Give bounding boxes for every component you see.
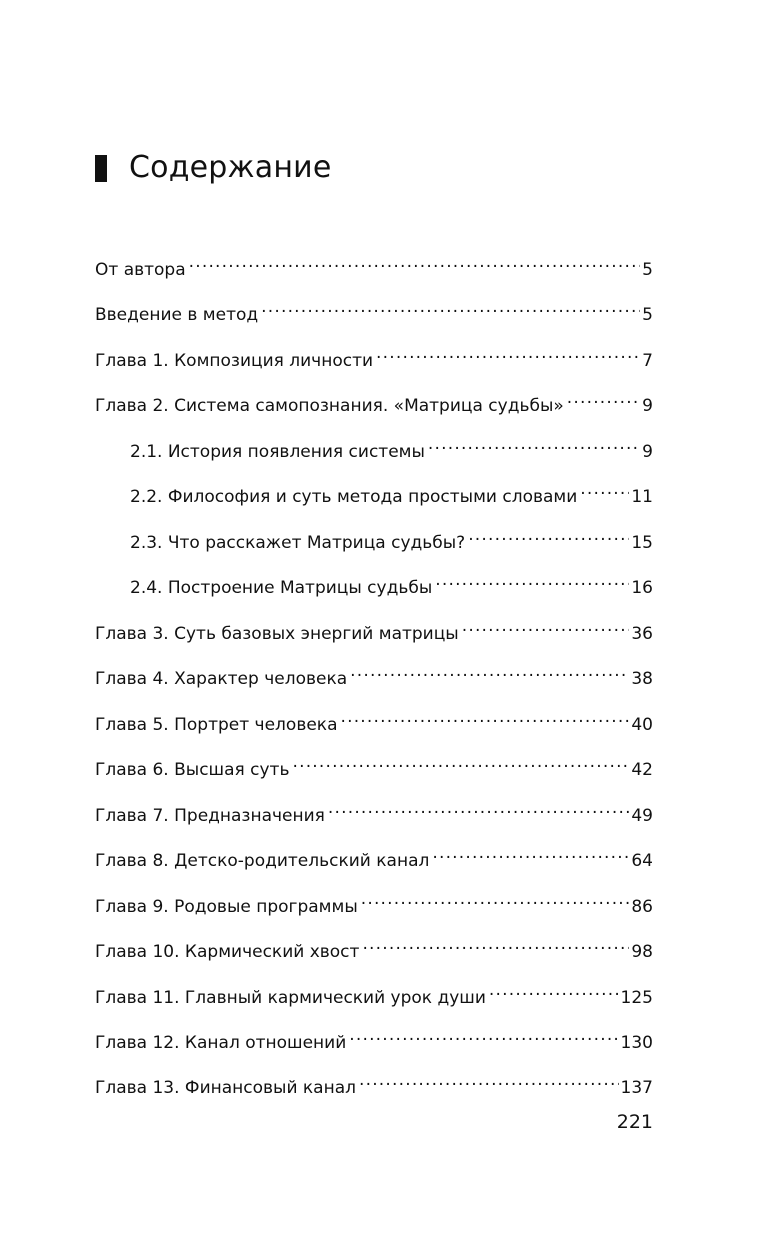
toc-leader-dots: [350, 658, 629, 684]
toc-subentry[interactable]: [130, 522, 653, 553]
toc-entry-page: 36: [631, 624, 653, 644]
heading-marker: [95, 155, 107, 182]
toc-entry[interactable]: [95, 294, 653, 325]
toc-leader-dots: [340, 704, 629, 730]
toc-entry-page: 9: [642, 396, 653, 416]
toc-leader-dots: [462, 613, 630, 639]
toc-entry-title: От автора: [95, 260, 186, 280]
toc-entry-page: 86: [631, 897, 653, 917]
toc-entry[interactable]: [95, 931, 653, 962]
toc-entry-page: 125: [620, 988, 653, 1008]
toc-leader-dots: [376, 340, 640, 366]
toc-entry-page: 137: [620, 1078, 653, 1098]
toc-entry[interactable]: [95, 840, 653, 871]
toc-entry-title: Глава 1. Композиция личности: [95, 351, 374, 371]
toc-entry[interactable]: [95, 749, 653, 780]
toc-leader-dots: [435, 567, 629, 593]
toc-subentry[interactable]: [130, 567, 653, 598]
toc-entry-title: Глава 12. Канал отношений: [95, 1033, 347, 1053]
toc-leader-dots: [489, 977, 619, 1003]
toc-leader-dots: [432, 840, 629, 866]
toc-subentry[interactable]: [130, 476, 653, 507]
toc-leader-dots: [359, 1067, 619, 1093]
toc-entry[interactable]: [95, 704, 653, 735]
toc-entry-title: Глава 6. Высшая суть: [95, 760, 290, 780]
toc-entry-page: 98: [631, 942, 653, 962]
toc-leader-dots: [428, 431, 640, 457]
toc-entry-title: 2.1. История появления системы: [130, 442, 425, 462]
page-number: 221: [616, 1111, 653, 1133]
toc-entry-title: Глава 13. Финансовый канал: [95, 1078, 356, 1098]
toc-entry[interactable]: [95, 658, 653, 689]
toc-entry[interactable]: [95, 886, 653, 917]
toc-entry-page: 38: [631, 669, 653, 689]
toc-entry[interactable]: [95, 385, 653, 416]
toc-leader-dots: [292, 749, 629, 775]
page-title: Содержание: [129, 150, 332, 185]
toc-entry-page: 64: [631, 851, 653, 871]
toc-entry-title: Глава 2. Система самопознания. «Матрица судьбы»: [95, 396, 564, 416]
toc-entry-title: Глава 11. Главный кармический урок души: [95, 988, 486, 1008]
toc-entry-title: 2.3. Что расскажет Матрица судьбы?: [130, 533, 466, 553]
toc-entry[interactable]: [95, 613, 653, 644]
toc-subentry[interactable]: [130, 431, 653, 462]
toc-leader-dots: [189, 249, 641, 275]
toc-entry-title: Глава 8. Детско-родительский канал: [95, 851, 430, 871]
toc-entry[interactable]: [95, 340, 653, 371]
toc-entry-page: 49: [631, 806, 653, 826]
toc-entry-title: Глава 7. Предназначения: [95, 806, 325, 826]
toc-leader-dots: [261, 294, 640, 320]
toc-entry-page: 16: [631, 578, 653, 598]
toc-entry-title: Глава 3. Суть базовых энергий матрицы: [95, 624, 459, 644]
toc-entry-page: 40: [631, 715, 653, 735]
toc-entry-title: 2.4. Построение Матрицы судьбы: [130, 578, 433, 598]
toc-entry[interactable]: [95, 1022, 653, 1053]
toc-entry[interactable]: [95, 795, 653, 826]
toc-leader-dots: [328, 795, 629, 821]
toc-entry-page: 7: [642, 351, 653, 371]
toc-entry-page: 5: [642, 305, 653, 325]
toc-leader-dots: [362, 931, 629, 957]
toc-entry-page: 5: [642, 260, 653, 280]
toc-entry-title: Глава 10. Кармический хвост: [95, 942, 360, 962]
toc-leader-dots: [580, 476, 629, 502]
toc-leader-dots: [567, 385, 640, 411]
toc-entry-page: 130: [620, 1033, 653, 1053]
toc-entry[interactable]: [95, 977, 653, 1008]
toc-entry-title: Глава 4. Характер человека: [95, 669, 348, 689]
toc-heading: [95, 146, 332, 190]
toc-entry[interactable]: [95, 249, 653, 280]
toc-entry-page: 11: [631, 487, 653, 507]
toc-entry-page: 9: [642, 442, 653, 462]
toc-entry-title: Введение в метод: [95, 305, 259, 325]
toc-entry[interactable]: [95, 1067, 653, 1098]
toc-entry-title: 2.2. Философия и суть метода простыми словами: [130, 487, 578, 507]
toc-entry-page: 15: [631, 533, 653, 553]
toc-entry-title: Глава 5. Портрет человека: [95, 715, 338, 735]
toc-leader-dots: [361, 886, 630, 912]
toc-entry-title: Глава 9. Родовые программы: [95, 897, 358, 917]
toc-entry-page: 42: [631, 760, 653, 780]
toc-leader-dots: [349, 1022, 618, 1048]
toc-leader-dots: [468, 522, 629, 548]
